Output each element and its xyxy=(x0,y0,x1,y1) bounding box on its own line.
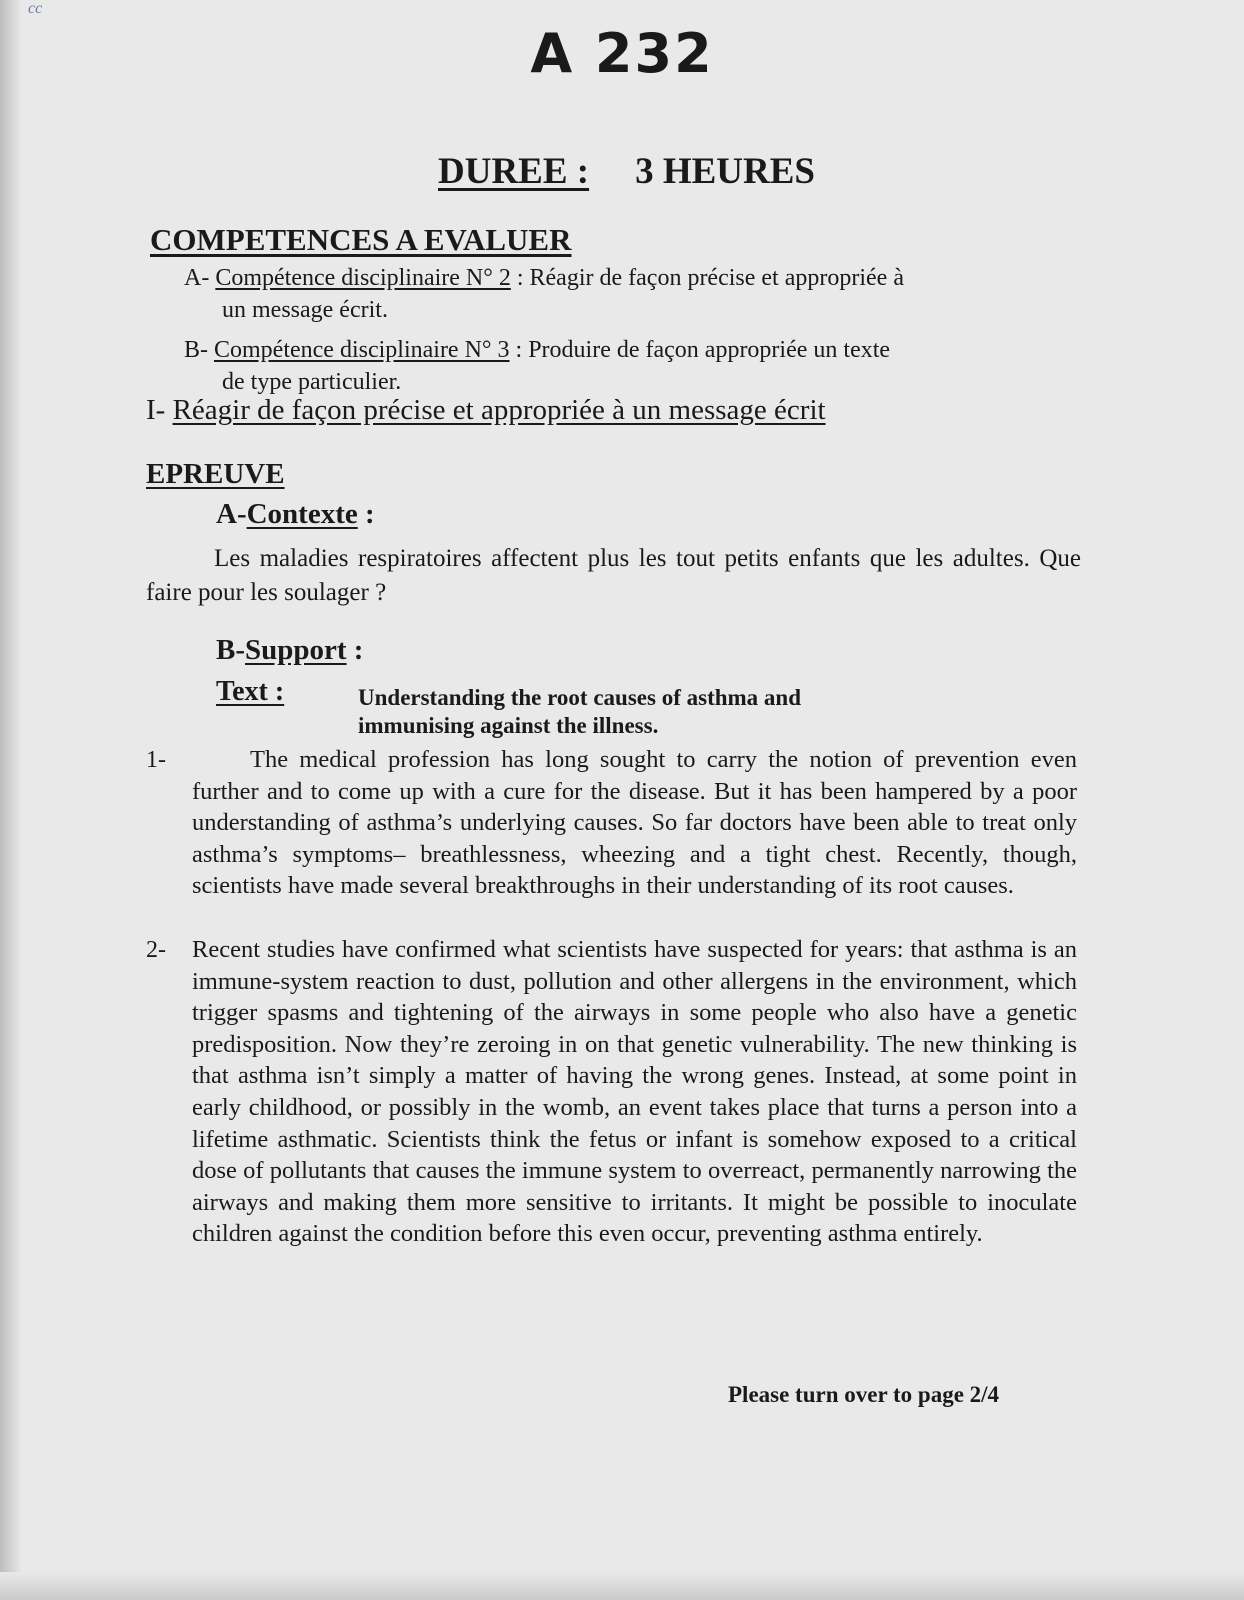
competence-a-name: Compétence disciplinaire N° 2 xyxy=(215,265,511,291)
competences-heading: COMPETENCES A EVALUER xyxy=(150,222,572,257)
support-heading xyxy=(216,634,363,667)
competence-b-prefix: B- xyxy=(184,337,208,363)
contexte-label: Contexte xyxy=(246,498,358,530)
section-i-heading xyxy=(146,394,826,427)
contexte-colon: : xyxy=(357,498,375,530)
competence-b-desc-2: de type particulier. xyxy=(222,369,402,395)
section-i-title: Réagir de façon précise et appropriée à un message écrit xyxy=(172,394,826,426)
duration xyxy=(438,150,815,193)
competence-a-desc-2: un message écrit. xyxy=(222,297,388,323)
contexte-body: Les maladies respiratoires affectent plus les tout petits enfants que les adultes. Que faire pour les soulager ? xyxy=(146,545,1081,606)
competence-b-sep: : xyxy=(509,337,523,363)
competence-b-name: Compétence disciplinaire N° 3 xyxy=(214,337,510,363)
text-title: Understanding the root causes of asthma and immunising against the illness. xyxy=(358,685,802,738)
turn-over-note: Please turn over to page 2/4 xyxy=(728,1382,1000,1407)
competence-a-prefix: A- xyxy=(184,265,210,291)
contexte-heading xyxy=(216,498,375,531)
section-i-number: I- xyxy=(146,394,166,426)
competence-a-desc-1: Réagir de façon précise et appropriée à xyxy=(523,265,904,291)
support-colon: : xyxy=(346,634,364,666)
contexte-prefix: A- xyxy=(216,498,247,530)
competence-a-sep: : xyxy=(510,265,524,291)
duration-label: DUREE : xyxy=(438,151,590,192)
exam-code: A 232 xyxy=(530,22,714,85)
corner-pen-mark: cc xyxy=(28,0,43,17)
support-prefix: B- xyxy=(216,634,245,666)
text-label: Text : xyxy=(216,676,285,707)
paragraph-2-number: 2- xyxy=(146,937,166,963)
scan-edge-shadow xyxy=(0,0,22,1600)
paragraph-2-body: Recent studies have confirmed what scientists have suspected for years: that asthma is an immune-system reaction to dust, pollution and other allergens in the environment, which trigger spasms and tightening of the airways in some people who also have a genetic predisposition. Now they’re zeroing in on that genetic vulnerability. The new thinking is that asthma isn’t simply a matter of having the wrong genes. Instead, at some point in early childhood, or possibly in the womb, an event takes place that turns a person into a lifetime asthmatic. Scientists think the fetus or infant is somehow exposed to a critical dose of pollutants that causes the immune system to overreact, permanently narrowing the airways and making them more sensitive to irritants. It might be possible to inoculate children against the condition before this even occur, preventing asthma entirely. xyxy=(192,936,1077,1248)
competence-b xyxy=(184,334,890,398)
duration-value: 3 HEURES xyxy=(635,151,815,192)
competence-a xyxy=(184,262,904,326)
competence-b-desc-1: Produire de façon appropriée un texte xyxy=(522,337,891,363)
epreuve-heading: EPREUVE xyxy=(146,458,285,490)
paragraph-1-body: The medical profession has long sought to carry the notion of prevention even further and to come up with a cure for the disease. But it has been hampered by a poor understanding of asthma’s underlying causes. So far doctors have been able to treat only asthma’s symptoms– breathlessness, wheezing and a tight chest. Recently, though, scientists have made several breakthroughs in their understanding of its root causes. xyxy=(192,746,1077,900)
support-label: Support xyxy=(245,634,347,666)
scan-bottom-shadow xyxy=(0,1572,1244,1600)
paragraph-1-number: 1- xyxy=(146,747,166,773)
